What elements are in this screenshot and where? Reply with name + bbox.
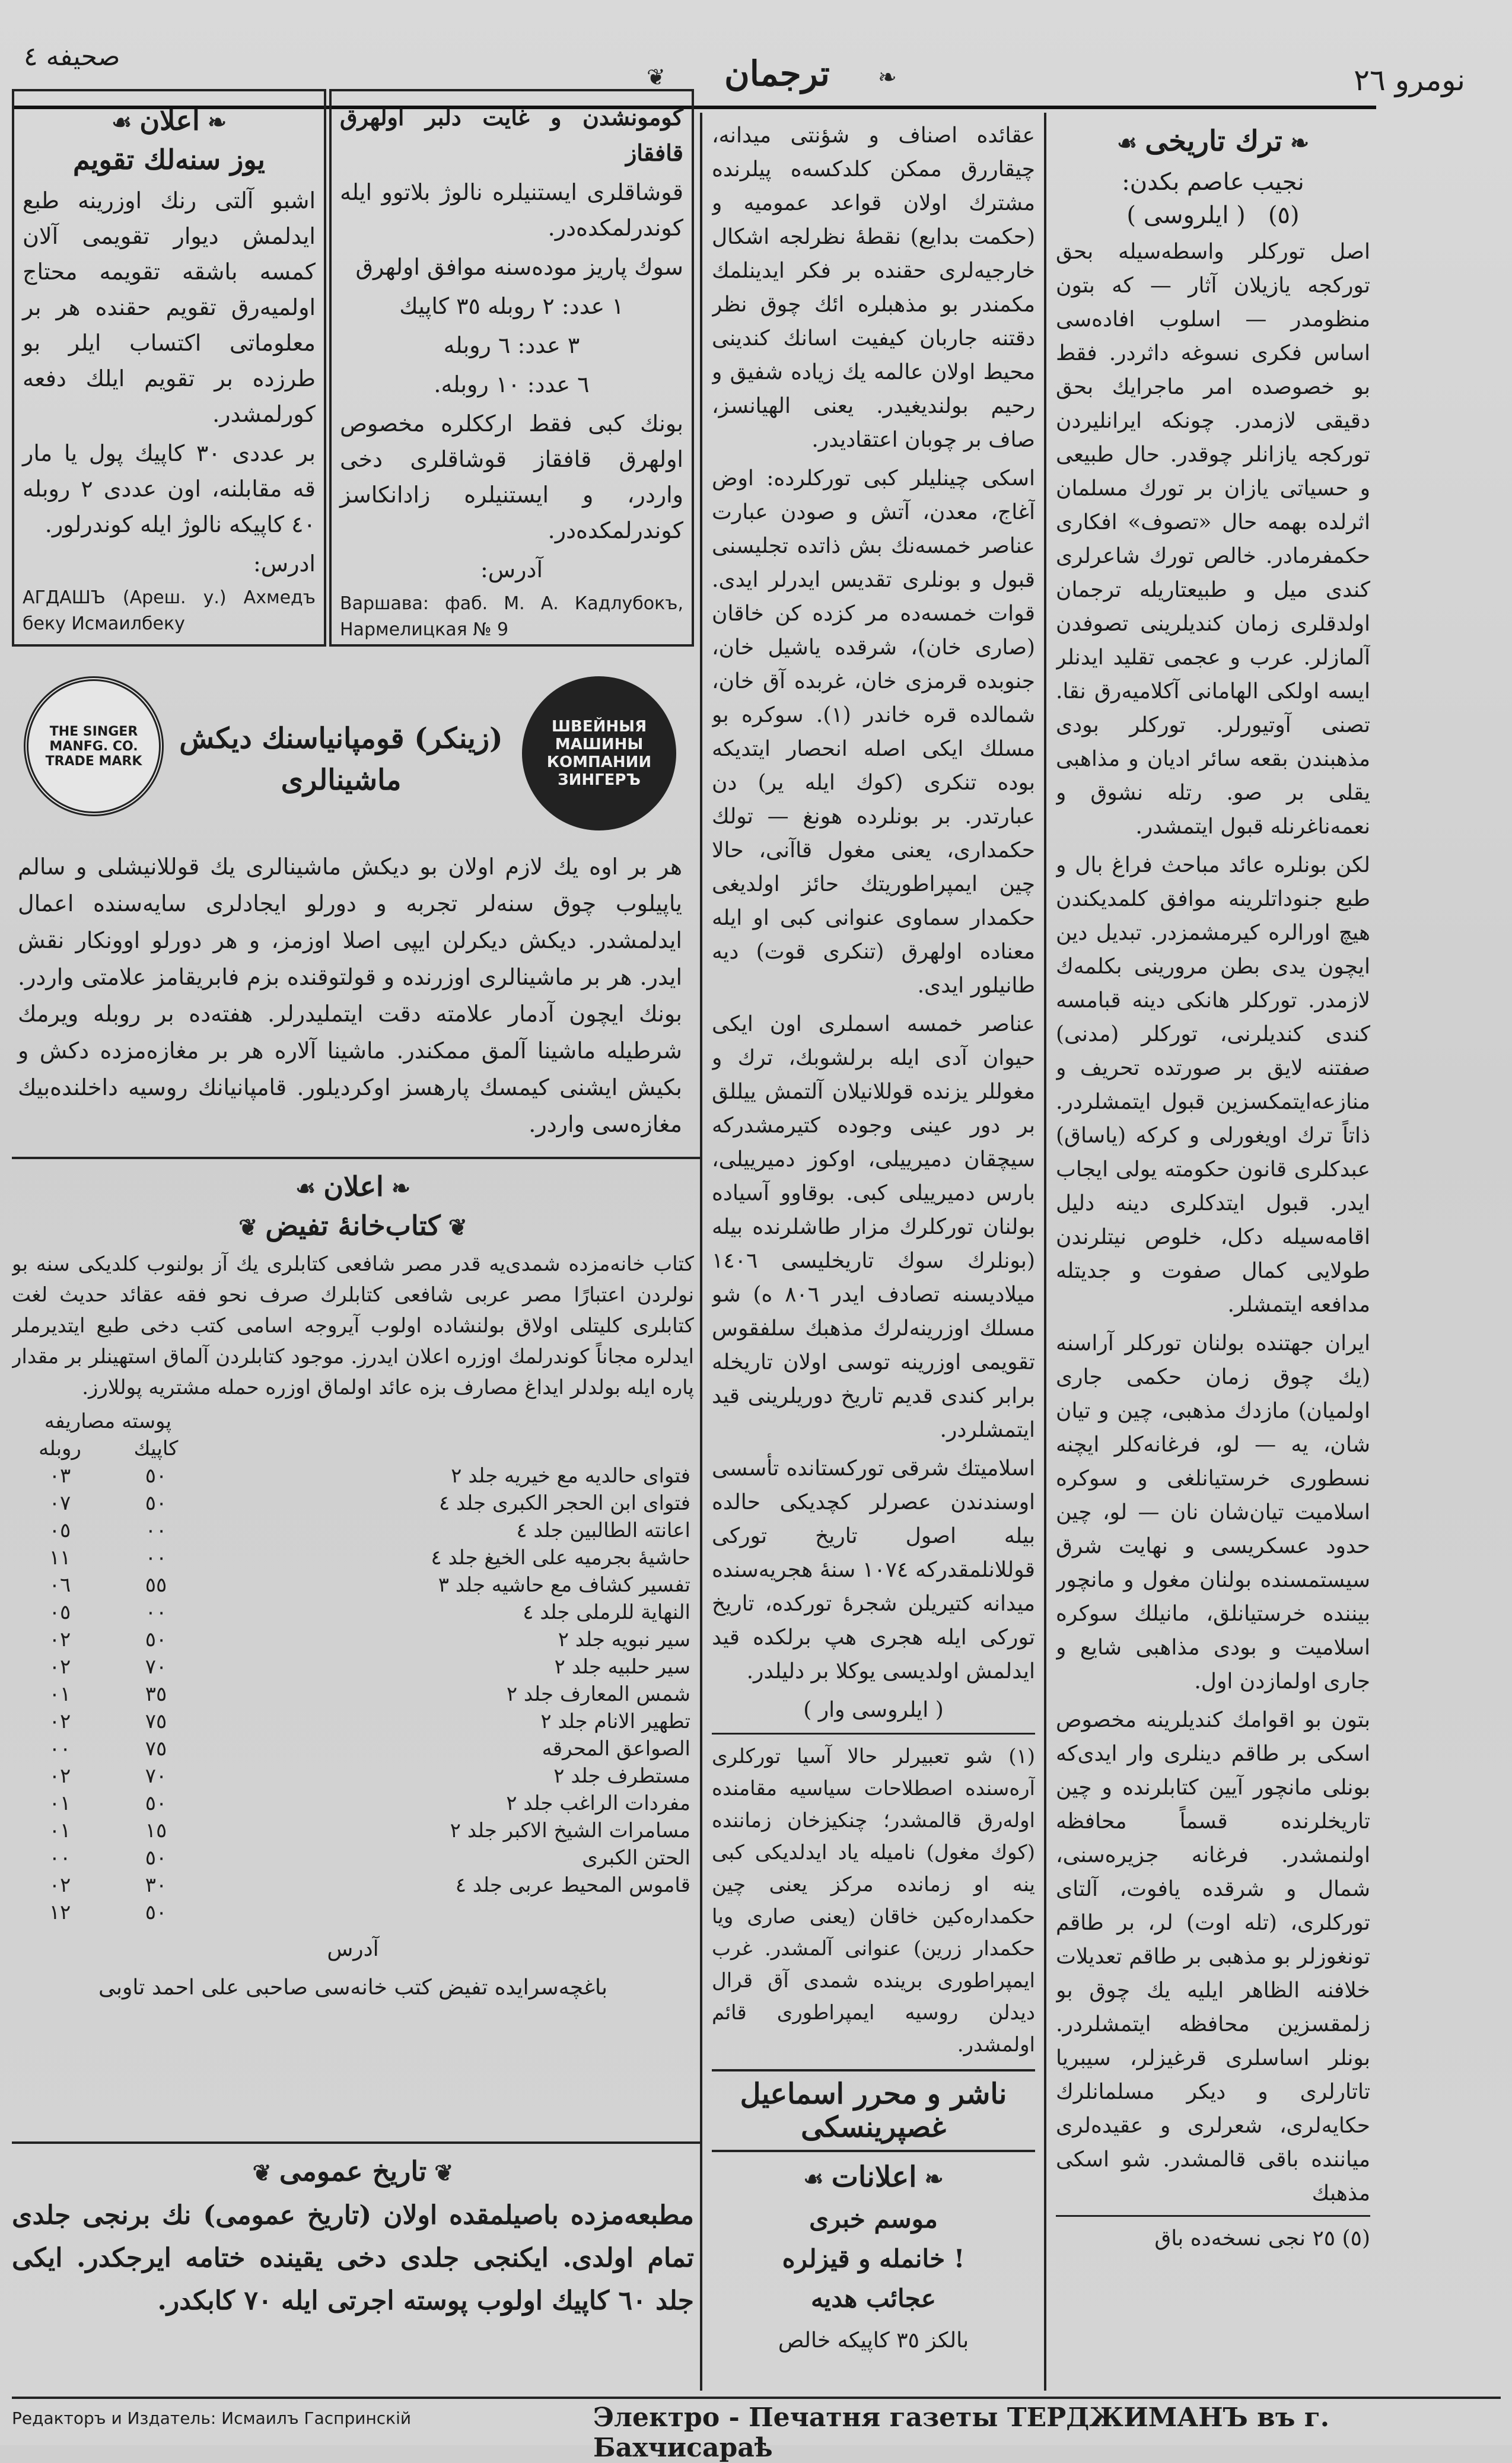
ad-price-note: بالکز ٣٥ کاپیکه خالص [778,2328,969,2353]
article-paragraph: اسكی چینلیلر کبی تورکلرده: اوض آغاج، معدن، آتش و صودن عبارت عناصر خمسه‌نك بش ذاتده تجلیسنی قبول و بونلری تقدیس ایدرلر ایدی. قوات خمسه‌ده مر کزده کن خاقان (صاری خان)، شرقده یاشیل خان، جنوبده قرمزی خان، غربده آق خان، شمالده قره خاندر (١). سوکره بو مسلك ایکی اصله انحصار ایتدیکه بوده تنکری (کوك ایله یر) دن عبارتدر. بر بونلرده هونغ — تولك حکمداری، یعنی مغول قاآنی، حالا چین ایمپراطوریتك حائز اولدیغی حکمدار سماوی عنوانی کبی او ایله معناده اولهرق (تنکری قوت) دیه طانیلور ایدی. [712,466,1035,998]
singer-badge-icon: ШВЕЙНЫЯ МАШИНЫ КОМПАНИИ ЗИНГЕРЪ [522,676,676,830]
article-paragraph: لکن بونلره عائد مباحث فراغ بال و طبع جنوداتلرینه موافق کلمدیکندن هیچ اورالره کیرمشمزدر. تبدیل دین ایچون یدی بطن مرورینی بکلمه‌ك لازمدر. تورکلر هانکی دینه قبامسه کندی کندیلرنی، تورکلر (مدنی) صفتنه لایق بر صورتده تحریف و منازعه‌ایتمکسزین قبول ایتمشلردر. ذاتاً ترك اویغورلی و کرکه (یاساق) عبدکلری قانون حکومته یولی ایجاب ایدر. قبول ایتدکلری دینه دلیل اقامه‌سیله دکل، خلوص نیتلرندن طولایی کمال صفوت و جدیتله مدافعه ایتمشلر. [1056,853,1370,1317]
table-row [12,1735,694,1762]
table-row [12,1708,694,1735]
book-kopek: ٣٠ [145,1873,167,1897]
table-row [12,1517,694,1544]
ad-calendar [12,89,326,647]
publisher-line: ناشر و محرر اسماعیل غصپرینسکی [740,2077,1007,2144]
ornament-icon: ❧ [1282,129,1309,156]
book-kopek: ٥٠ [145,1901,167,1924]
section-rule [12,1157,700,1159]
book-kopek: ٥٠ [145,1464,167,1488]
ad-item: موسم خبری [809,2204,938,2233]
table-header: کاپیك [133,1437,179,1460]
table-header: پوسته مصاریفه [44,1409,172,1433]
ornament-icon: ❦ [647,64,666,90]
ad-title: ❦ کتاب‌خانهٔ تفیض ❦ [238,1210,467,1242]
ornament-icon: ❦ [426,2159,454,2186]
table-row [12,1626,694,1653]
ad-heading: کومونشدن و غایت دلبر اولهرق قافقاز [340,104,683,166]
book-name [204,1899,694,1926]
table-row [12,1872,694,1899]
ad-address: Варшава: фаб. М. А. Кадлубокъ, Нармелицкая № 9 [340,593,683,640]
ad-title: یوز سنه‌لك تقویم [73,144,265,176]
book-kopek: ٠٠ [145,1519,167,1542]
book-name: تطهیر الانام جلد ٢ [540,1710,690,1733]
ad-line: اشبو آلتی رنك اوزرینه طبع ایدلمش دیوار تقویمی آلان کمسه باشقه تقویمه محتاج اولمیه‌رق تقویم حقنده هر بر معلوماتی اکتساب ایلر بو طرزده بر تقویم ایلك دفعه کورلمشدر. [23,187,316,427]
book-rub: ٠٠ [49,1846,71,1870]
page-label: صحیفه ٤ [24,42,120,72]
article-paragraph: بتون بو اقوامك کندیلرینه مخصوص اسكی بر طاقم دینلری وار ایدی‌که بونلی مانچور آیین کتابلرنده و چین تاریخلرنده قسماً محافظه اولنمشدر. فرغانه جزیره‌سنی، شمال و شرقده یافوت، آلتای تورکلری، (تله اوت) لر، بر طاقم تونغوزلر بو مذهبی بر طاقم تعدیلات خلافنه الظاهر ایلیه یك چوق بو زلمقسزین محافظه ایتمشلردر. بونلر اساسلری قرغیزلر، سیبریا تاتارلری و دیکر مسلمانلرك حكايه‌لری، شعرلری و عقیده‌لری میاننده باقی قالمشدر. شو اسكی مذهبك [1056,1708,1370,2206]
book-rub: ٠٢ [49,1710,71,1733]
book-name: حاشیهٔ بجرمیه علی الخیغ جلد ٤ [431,1546,690,1570]
ad-world-history [12,2150,694,2400]
ad-singer [12,653,694,1151]
table-header-row [12,1435,694,1462]
masthead: ترجمان [724,53,830,94]
book-name: سیر نبویه جلد ٢ [558,1628,690,1651]
book-name: قاموس المحیط عربی جلد ٤ [455,1873,690,1897]
ad-item: عجائب هدیه [811,2284,936,2313]
ornament-icon: ☙ [112,109,140,135]
article-paragraph: ایران جهتنده بولنان تورکلر آراسنه (یك چوق زمان حکمی جاری اولمیان) مازدك مذهبی، چین و تیان شان، یه — لو، فرغانه‌کلر ایچنه نسطوری خرستیانلغی و سوکره اسلامیت تیان‌شان نان — لو، چین حدود عسکریسی و نهایت شرق سیستمسنده بولنان مغول و مانچور بیننده خرستیانلق، مانیلك سوکره اسلامیت و بودی مذاهبی شایع و جاری اولمازدن اول. [1056,1331,1370,1694]
ad-price: ١ عدد: ٢ روبله ٣٥ کاپیك [399,293,624,319]
article-footnote: (٥) ٢٥ نجی نسخه‌ده باق [1056,2215,1370,2255]
table-row [12,1544,694,1571]
ad-address: АГДАШЪ (Ареш. у.) Ахмедъ беку Исмаилбеку [23,587,316,634]
book-rub: ٠٠ [49,1737,71,1761]
ornament-icon: ❦ [440,1214,467,1240]
book-name: الصواعق المحرقه [542,1737,690,1761]
book-kopek: ٧٥ [145,1710,167,1733]
book-kopek: ٠٠ [145,1546,167,1570]
table-row [12,1490,694,1517]
ad-address-label: آدرس [327,1937,379,1961]
article-continuation [712,119,1035,2391]
book-kopek: ٧٠ [145,1655,167,1679]
ad-address: باغچه‌سرایده تفیض کتب خانه‌سی صاحبی علی احمد تاوبی [98,1975,607,2000]
ad-item: ! خانمله و قیزلره [782,2244,965,2273]
book-name: سیر حلبیه جلد ٢ [554,1655,690,1679]
article-paragraph: اصل تورکلر واسطه‌سیله بحق تورکجه یازیلان آثار — که بتون منظومدر — اسلوب افاده‌سی اساس فکری نسوغه داثردر. فقط بو خصوصده امر ماجرایك بحق دقیقی لازمدر. چونكه ایرانلیردن تورکجه یازانلر چوقدر. حال طبیعی و حسیاتی یازان بر تورك مسلمان اثرلده بهمه حال «تصوف» افکاری حکمفرمادر. خالص تورك شاعرلری کندی میل و طبیعتاریله ترجمان اولدقلری زمان کندیلرینی تصوفدن آلمازلر. عرب و عجمی تقلید ایدنلر ایسه اولکی الهامانی آکلامیه‌رق نقا. تصنی آوتیورلر. تورکلر بودی مذهبندن بقعه سائر ادیان و مذاهبی یقلی بر صو. رتله نشوق و نعمه‌ناغرنله قبول ایتمشدر. [1056,240,1370,839]
ad-intro: کتاب خانه‌مزده شمدی‌یه قدر مصر شافعی کتابلری یك آز بولنوب کلدیکی سنه بو نولردن اعتبارًا مصر عربی شافعی کتابلرك صرف نحو فقه عقائد حدیث لغت کتابلری کلیتلی اولاق بولنشاده اولوب آیروجه اسامی کتب دخی طبع ایتدیرملر ایدلره مجاناً کوندرلمك اوزره اعلان ایدرز. موجود کتابلردن آلماق استهینلر بر مقدار پاره ایله بولدلر ایداغ مصارف بزه عائد اولماق اوزره حمله مشتریه پوللارز. [12,1252,694,1399]
book-kopek: ٥٥ [145,1573,167,1597]
book-kopek: ٥٠ [145,1791,167,1815]
book-name: مستطرف جلد ٢ [553,1764,690,1788]
ad-section: ❧ اعلان ☙ [112,104,227,136]
singer-trademark-icon: THE SINGER MANFG. CO. TRADE MARK [24,676,164,816]
book-name: الحتن الکبری [582,1846,690,1870]
footer-rule [12,2397,1501,2399]
ornament-icon: ❧ [878,64,897,90]
article-turk-history [1056,119,1370,2391]
ad-line: بر عددی ٣٠ کاپیك پول یا مار قه مقابلنه، اون عددی ٢ روبله ٤٠ کاپیکه نالوژ ایله کوندرلور. [23,440,316,537]
ad-price: ٣ عدد: ٦ روبله [443,332,580,358]
book-rub: ٠٢ [49,1628,71,1651]
column-rule [1044,113,1046,2391]
book-kopek: ٠٠ [145,1600,167,1624]
table-header-row [12,1408,694,1435]
article-paragraph: اسلامیتك شرقی تورکستانده تأسسی اوسندندن عصرلر کچدیکی حالده بیله اصول تاریخ تورکی قوللانلمقدرکه ١٠٧٤ سنهٔ هجریه‌سنده میدانه کتیریلن شجرهٔ تورکده، تاریخ تورکی ایله هجری هپ برلکده قید ایدلمش اولدیسی یوکلا بر دلیلدر. [712,1456,1035,1684]
page-footer [12,2402,1501,2463]
ornament-icon: ❧ [916,2165,944,2192]
article-author: نجیب عاصم بكدن: [1122,168,1304,196]
book-name: اعانته الطالبین جلد ٤ [516,1519,690,1542]
ad-text: مطبعه‌مزده باصیلمقده اولان (تاریخ عمومی) نك برنجی جلدی تمام اولدی. ایکنجی جلدی دخی یقینده ختامه ایرجکدر. ایکی جلد ٦٠ کاپیك اولوب پوسته اجرتی ایله ٧٠ کابکدر. [12,2200,694,2316]
article-section: (٥) ( ایلروسی ) [1126,202,1300,229]
ornament-icon: ❦ [238,1214,266,1240]
book-rub: ٠١ [49,1819,71,1843]
book-kopek: ٥٠ [145,1628,167,1651]
book-rub: ٠١ [49,1682,71,1706]
table-row [12,1462,694,1490]
book-rub: ٠٣ [49,1464,71,1488]
table-row [12,1599,694,1626]
book-rub: ٠٥ [49,1600,71,1624]
article-footnote: (١) شو تعبیرلر حالا آسیا تورکلری آره‌سنده اصطلاحات سیاسیه مقامنده اوله‌رق قالمشدر؛ چنکیزخان زماننده (کوك مغول) نامیله یاد ایدلدیکی کبی ینه او زمانده مرکز یعنی چین حکمداره‌کین خاقان (یعنی صاری ویا حکمدار زرین) عنوانی آلمشدر. غرب ایمپراطوری برینده شمدی آق قرال دیدلن روسیه ایمپراطوری قائم اولمشدر. [712,1745,1035,2057]
section-rule [12,2141,700,2144]
book-name: مسامرات الشیخ الاکبر جلد ٢ [450,1819,690,1843]
book-rub: ٠٢ [49,1873,71,1897]
ad-section: ❧ اعلان ☙ [295,1170,410,1202]
book-rub: ١١ [49,1546,71,1570]
book-name: تفسیر کشاف مع حاشیه جلد ٣ [438,1573,690,1597]
ad-title: ❦ تاریخ عمومی ❦ [252,2155,454,2187]
ad-text: هر بر اوه یك لازم اولان بو دیکش ماشینالری یك قوللانیشلی و سالم یاپیلوب چوق سنه‌لر تجربه و دورلو ایجادلری سایه‌سنده اعمال ایدلمشدر. دیکش دیکرلن ایپی اصلا اوزمز، و هر دورلو اوونکار نقش ایدر. هر بر ماشینالری اوزرنده و قولتوقنده بزم فابریقامز علامتی واردر. بونك ایچون آدمار علامته دقت ایتملیدرلر. هفته‌ده بر روبله ویرمك شرطیله ماشینا آلمق ممکندر. ماشینا آلاره هر بر مغازه‌مزده دکش و بکیش ایشنی کیمسك پارهسز اوکردیلور. قامپانیانك روسیه داخلنده‌بیك مغازه‌سی واردر. [18,854,682,1137]
table-row [12,1844,694,1872]
book-rub: ٠٧ [49,1491,71,1515]
table-header: روبله [39,1437,81,1460]
book-rub: ١٢ [49,1901,71,1924]
footer-press: Электро - Печатня газеты ТЕРДЖИМАНЪ въ г. Бахчисараѣ [593,2402,1330,2463]
book-rub: ٠١ [49,1791,71,1815]
ornament-icon: ☙ [1116,129,1145,156]
book-name: فتوای حالدیه مع خیریه جلد ٢ [451,1464,690,1488]
ad-kavkaz-belts [329,89,694,647]
table-row [12,1817,694,1844]
table-row [12,1653,694,1681]
article-paragraph: عقائده اصناف و شؤنتی میدانه، چیقاررق ممکن کلدکسه‌ه پیلرنده مشترك اولان قواعد عمومیه و (حکمت بدایع) نقطهٔ نظرلجه اشکال خارجیه‌لری حقنده بر فکر ایدینلمك مکمندر بو مذهبلره ائك چوق نظر دقتنه جاربان کیفیت اسانك کندینی محیط اولان عالمه یك زیاده شفیق و رحیم بولندیغیدر. یعنی الهیانسز، صاف بر چوبان اعتقادیدر. [712,123,1035,452]
book-rub: ٠٥ [49,1519,71,1542]
table-row [12,1571,694,1599]
table-row [12,1790,694,1817]
ad-line: سوك پاریز موده‌سنه موافق اولهرق [355,254,683,280]
book-kopek: ٣٥ [145,1682,167,1706]
table-row [12,1762,694,1790]
ornament-icon: ☙ [295,1175,324,1201]
footer-editor: Редакторъ и Издатель: Исмаилъ Гаспринскій [12,2408,412,2428]
book-kopek: ٥٠ [145,1491,167,1515]
ornament-icon: ☙ [803,2165,832,2192]
article-title: ❧ ترك تاریخی ☙ [1116,125,1309,158]
ornament-icon: ❧ [383,1175,410,1201]
ad-address-label: آدرس: [480,556,543,583]
article-paragraph: عناصر خمسه اسملری اون ایکی حیوان آدی ایله برلشوبك، ترك و مغوللر یزنده قوللانیلان آلتمش ییللق بر دور عینی وجوده کتیرمشدرکه سیچقان دمیرییلی، اوکوز دمیرییلی، بارس دمیرییلی کبی. بوقاوو آسیاده بولنان تورکلرك مزار طاشلرنده بیله (بونلرك سوك تاریخلیسی ١٤٠٦ میلادیسنه تصادف ایدر ٨٠٦ ه) شو مسلك اوزرینه‌لرك مذهبك سلفقوس تقویمی اوزرینه توسی اولان تاریخله برابر کندی قدیم تاریخ دوریلرینی قید ایتمشلردر. [712,1012,1035,1442]
column-rule [700,113,702,2391]
book-name: شمس المعارف جلد ٢ [506,1682,690,1706]
book-kopek: ٧٥ [145,1737,167,1761]
ornament-icon: ❧ [199,109,227,135]
book-name: فتوای ابن الحجر الکبری جلد ٤ [438,1491,690,1515]
book-name: مفردات الراغب جلد ٢ [506,1791,690,1815]
issue-number: نومرو ٢٦ [1354,63,1465,97]
ad-bookstore [12,1166,694,2139]
book-kopek: ٧٠ [145,1764,167,1788]
book-rub: ٠٦ [49,1573,71,1597]
continued-note: ( ایلروسی وار ) [803,1698,944,1722]
book-rub: ٠٢ [49,1764,71,1788]
book-rub: ٠٢ [49,1655,71,1679]
ad-title: (زینکر) قومپانیاسنك دیکش ماشینالری [179,722,503,797]
price-table [12,1408,694,1926]
ad-address-label: ادرس: [253,550,316,577]
ad-price: ٦ عدد: ١٠ روبله. [434,371,590,397]
table-row [12,1681,694,1708]
table-row [12,1899,694,1926]
ornament-icon: ❦ [252,2159,279,2186]
book-name: النهایة للرملی جلد ٤ [523,1600,690,1624]
ads-title: ❧ اعلانات ☙ [803,2160,944,2194]
ad-line: بونك کبی فقط ارککلره مخصوص اولهرق قافقاز قوشاقلری دخی واردر، و ایستنیلره زادانکاسز کوندرلمکده‌در. [340,411,683,543]
ad-line: قوشاقلری ایستنیلره نالوژ بلاتوو ایله کوندرلمکده‌در. [340,179,683,241]
book-kopek: ١٥ [145,1819,167,1843]
book-kopek: ٥٠ [145,1846,167,1870]
